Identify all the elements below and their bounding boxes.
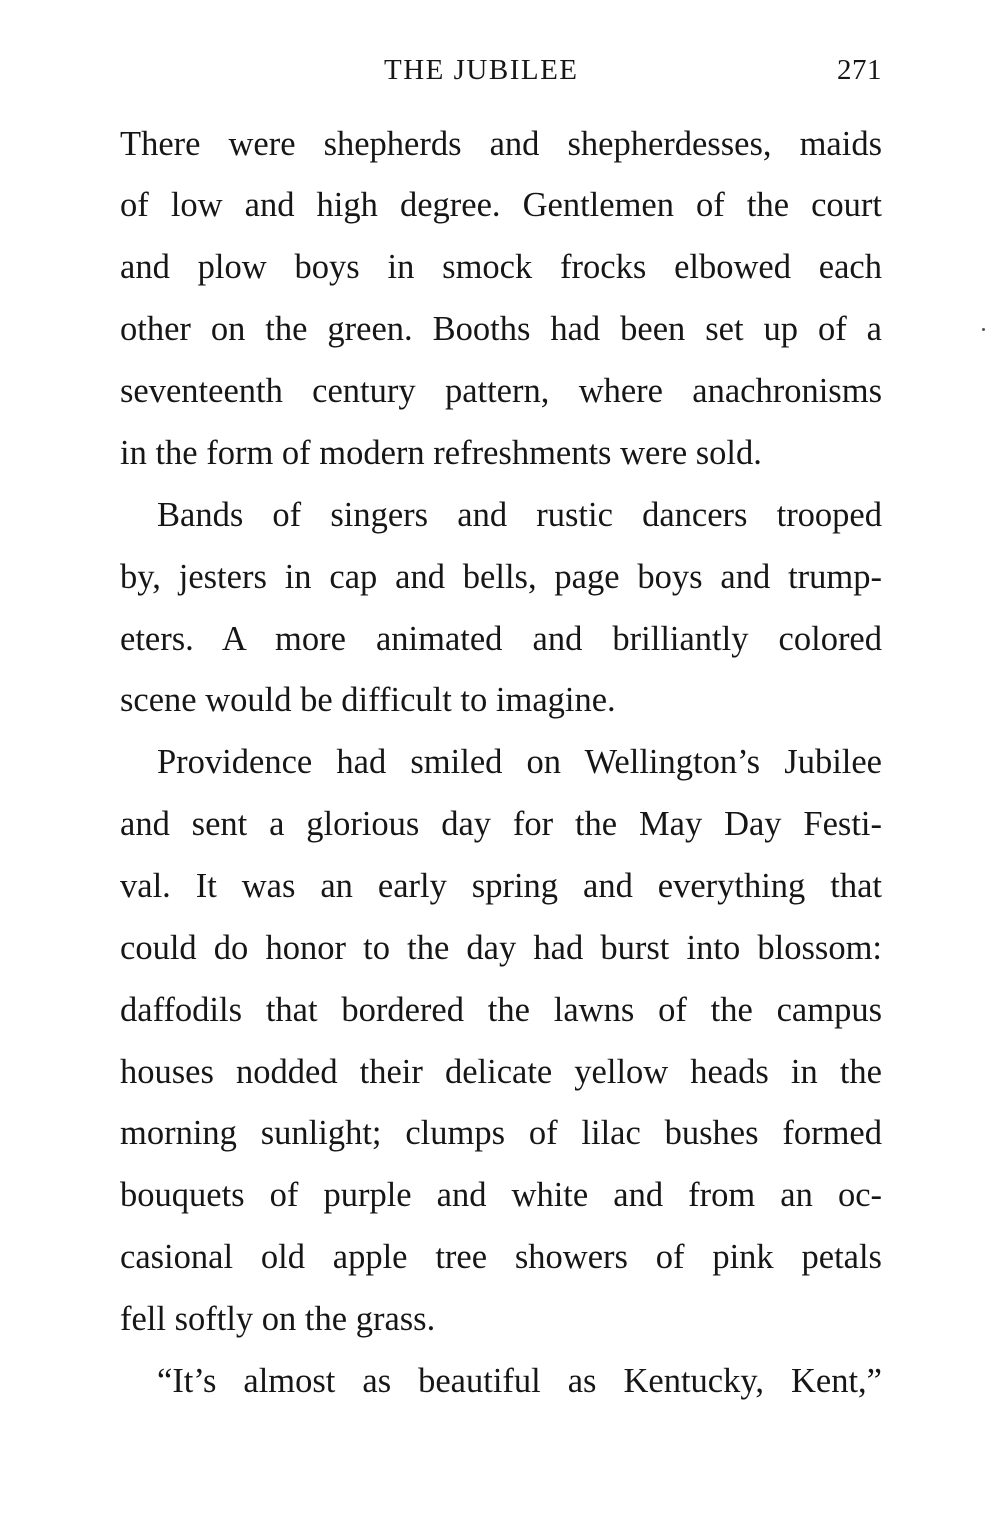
text-line: houses nodded their delicate yellow heads in the [120,1053,882,1091]
text-line: eters. A more animated and brilliantly colored [120,620,882,658]
page-number: 271 [837,54,882,86]
running-head [120,54,882,98]
text-line: other on the green. Booths had been set up of a [120,310,882,348]
running-title: THE JUBILEE [384,54,579,86]
text-line: seventeenth century pattern, where anachronisms [120,372,882,410]
text-line: of low and high degree. Gentlemen of the court [120,186,882,224]
text-line: There were shepherds and shepherdesses, maids [120,125,882,163]
text-line: Providence had smiled on Wellington’s Jubilee [157,743,882,781]
text-line: fell softly on the grass. [120,1300,436,1338]
text-line: by, jesters in cap and bells, page boys and trump- [120,558,882,596]
scan-speck [982,328,985,331]
text-line: in the form of modern refreshments were sold. [120,434,762,472]
text-line: daffodils that bordered the lawns of the campus [120,991,882,1029]
text-line: and plow boys in smock frocks elbowed each [120,248,882,286]
text-line: bouquets of purple and white and from an oc- [120,1176,882,1214]
text-line: scene would be difficult to imagine. [120,681,616,719]
text-line: and sent a glorious day for the May Day Festi- [120,805,882,843]
text-line: val. It was an early spring and everything that [120,867,882,905]
text-line: could do honor to the day had burst into blossom: [120,929,882,967]
text-line: casional old apple tree showers of pink petals [120,1238,882,1276]
text-line: “It’s almost as beautiful as Kentucky, Kent,” [157,1362,882,1400]
text-line: morning sunlight; clumps of lilac bushes formed [120,1114,882,1152]
text-line: Bands of singers and rustic dancers trooped [157,496,882,534]
